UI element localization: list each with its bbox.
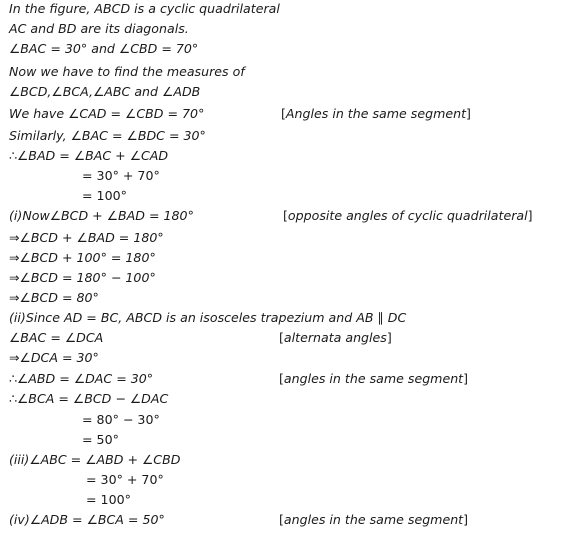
part-i-heading: (i)Now∠BCD + ∠BAD = 180° <box>9 208 194 223</box>
reason-segment-2-text: angles in the same segment <box>283 371 464 386</box>
part-iii-step-result: = 100° <box>86 492 131 507</box>
bad-step-sum: = 30° + 70° <box>82 168 160 183</box>
part-i-step-2: ⇒∠BCD + 100° = 180° <box>9 250 156 265</box>
part-i-step-3: ⇒∠BCD = 180° − 100° <box>9 270 156 285</box>
bdc-statement: Similarly, ∠BAC = ∠BDC = 30° <box>9 128 206 143</box>
part-iv-heading: (iv)∠ADB = ∠BCA = 50° <box>9 512 165 527</box>
part-i-step-1: ⇒∠BCD + ∠BAD = 180° <box>9 230 164 245</box>
cad-statement: We have ∠CAD = ∠CBD = 70° <box>9 106 205 121</box>
part-ii-step-result: = 50° <box>82 432 119 447</box>
part-ii-heading: (ii)Since AD = BC, ABCD is an isosceles trapezium and AB ∥ DC <box>9 310 407 325</box>
part-ii-step-diff: = 80° − 30° <box>82 412 160 427</box>
reason-alternate: [alternata angles] <box>279 330 392 345</box>
part-i-step-4: ⇒∠BCD = 80° <box>9 290 99 305</box>
reason-cyclic-text: opposite angles of cyclic quadrilateral <box>287 208 528 223</box>
part-iii-heading: (iii)∠ABC = ∠ABD + ∠CBD <box>9 452 181 467</box>
reason-cad-text: Angles in the same segment <box>285 106 467 121</box>
bad-statement: ∴∠BAD = ∠BAC + ∠CAD <box>9 148 169 163</box>
part-ii-alt-angles: ∠BAC = ∠DCA <box>9 330 104 345</box>
intro-line: In the figure, ABCD is a cyclic quadrilateral <box>9 1 280 16</box>
reason-cyclic: [opposite angles of cyclic quadrilateral] <box>283 208 533 223</box>
part-iii-step-sum: = 30° + 70° <box>86 472 164 487</box>
given-angles-line: ∠BAC = 30° and ∠CBD = 70° <box>9 41 199 56</box>
part-ii-step-abd: ∴∠ABD = ∠DAC = 30° <box>9 371 154 386</box>
part-ii-step-dca: ⇒∠DCA = 30° <box>9 350 99 365</box>
reason-segment-3-text: angles in the same segment <box>283 512 464 527</box>
reason-segment-3: [angles in the same segment] <box>279 512 469 527</box>
part-ii-step-bca: ∴∠BCA = ∠BCD − ∠DAC <box>9 391 169 406</box>
reason-alternate-text: alternata angles <box>283 330 387 345</box>
reason-segment-2: [angles in the same segment] <box>279 371 469 386</box>
task-line: Now we have to find the measures of <box>9 64 245 79</box>
task-angles-line: ∠BCD,∠BCA,∠ABC and ∠ADB <box>9 84 201 99</box>
reason-cad: [Angles in the same segment] <box>281 106 471 121</box>
diagonals-line: AC and BD are its diagonals. <box>9 21 189 36</box>
bad-step-result: = 100° <box>82 188 127 203</box>
